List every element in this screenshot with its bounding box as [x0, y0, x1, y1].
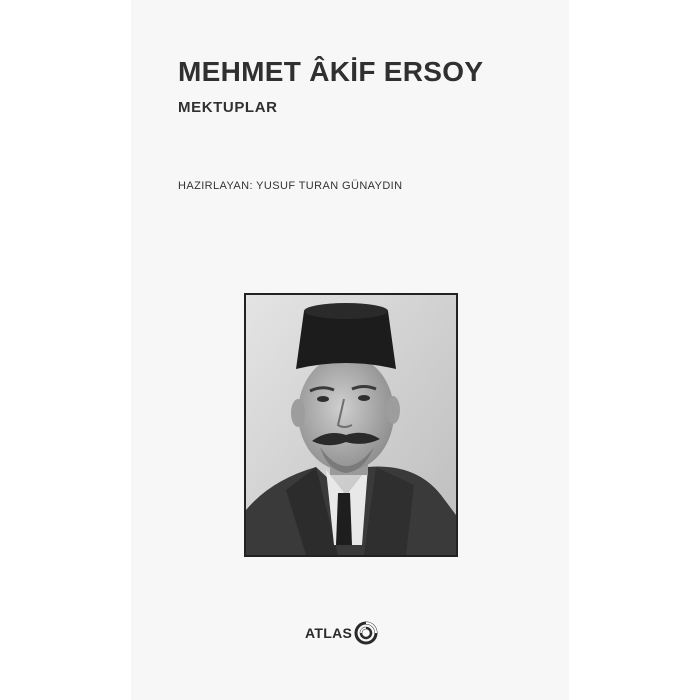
author-name: MEHMET ÂKİF ERSOY — [178, 56, 484, 87]
portrait-photo — [244, 293, 458, 557]
editor-credit: HAZIRLAYAN: YUSUF TURAN GÜNAYDIN — [178, 180, 403, 192]
atlas-spiral-logo-icon — [353, 620, 379, 646]
publisher-logo — [305, 618, 379, 648]
portrait-image — [246, 295, 456, 555]
book-title: MEKTUPLAR — [178, 99, 278, 116]
publisher-name: ATLAS — [305, 625, 353, 641]
